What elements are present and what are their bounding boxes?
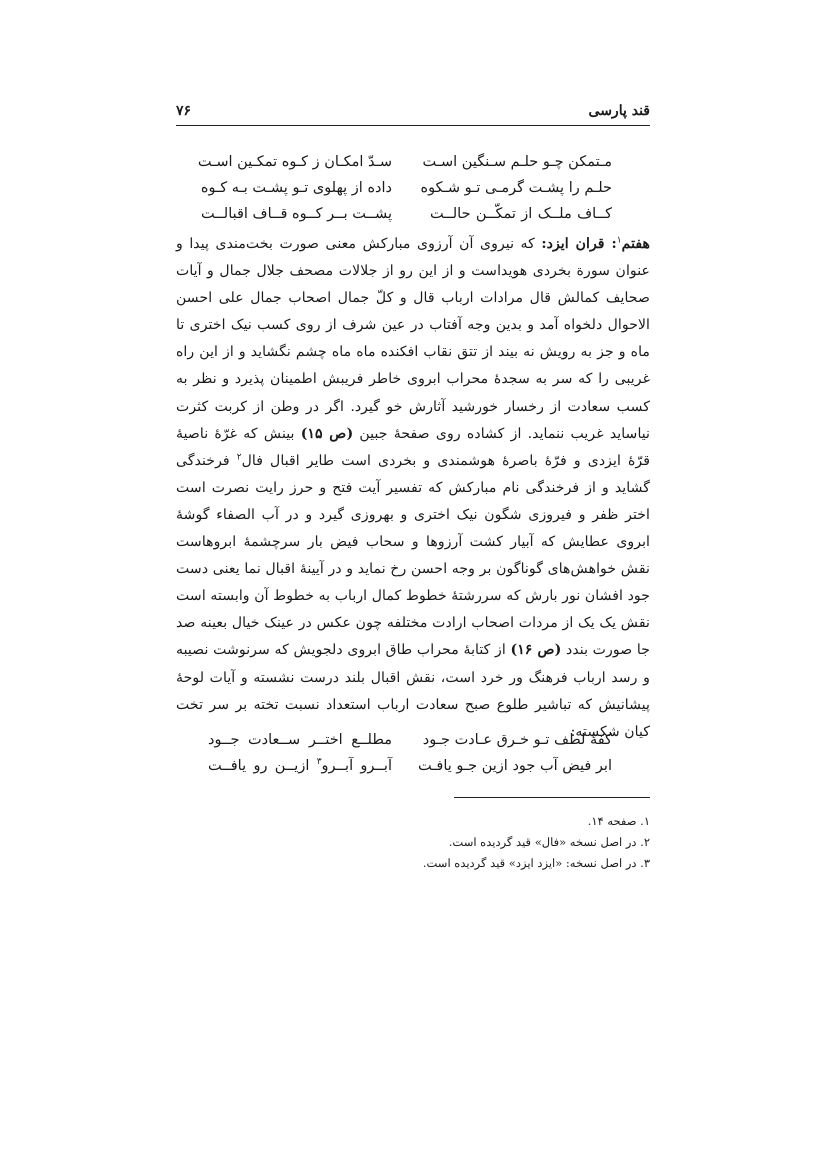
- verse-line: [176, 727, 650, 753]
- hemistich-first: کــاف ملــک از تمکّــن حالــت: [430, 206, 612, 222]
- footnote-mark-2: ۲: [236, 452, 242, 463]
- hemistich-second: پشــت بــر کــوه قــاف اقبالــت: [201, 206, 392, 222]
- footnote-rule: [454, 797, 650, 798]
- verse-line: [176, 753, 650, 779]
- hemistich-second: [208, 753, 392, 779]
- page-number: ۷۶: [176, 103, 192, 119]
- paragraph-text-2: بینش که غرّۀ ناصیۀ قرّۀ ایزدی و فرّۀ باصرۀ هوشمندی و بخردی است طایر اقبال فال: [176, 425, 650, 469]
- paragraph-seventh: [176, 231, 650, 746]
- hemistich-second-end: ازیــن رو یافــت: [208, 758, 317, 774]
- footnote-mark-1: ۱: [616, 235, 622, 246]
- paragraph-text-3: فرخندگی گشاید و از فرخندگی نام مبارکش که تفسیر آیت فتح و حرز رایت نصرت است اختر ظفر و فیروزی شگون نیک اختری و بهروزی گیرد و در آب الصفاء گوشۀ ابروی عطایش که آبیار کشت آرزوها و سحاب فیض بار سرچشمۀ ابروهاست نقش خواهش‌های گوناگون بر وجه احسن رخ نماید و در آیینۀ اقبال نما یعنی دست جود افشان نور بارش که سررشتۀ خطوط کمال ارباب به خطوط آن وابسته است نقش یک یک از مردات اصحاب ارادت مختلفه چون عکس در عینک خیال بعینه صد جا صورت بندد: [176, 452, 651, 659]
- page-reference-16: (ص ۱۶): [510, 642, 562, 659]
- verse-line: [176, 201, 650, 227]
- section-heading: هفتم: [621, 236, 651, 252]
- body-text: [176, 231, 650, 746]
- hemistich-first: ابر فیض آب جود ازین جـو یافـت: [417, 758, 612, 774]
- verse-block-top: [176, 149, 650, 227]
- book-title: قند پارسی: [588, 103, 650, 119]
- header-rule: [176, 125, 650, 126]
- hemistich-second: مطلــع اختــر ســعادت جــود: [208, 732, 392, 748]
- verse-line: [176, 149, 650, 175]
- page-reference-15: (ص ۱۵): [300, 425, 354, 442]
- paragraph-text-1: که نیروی آن آرزوی مبارکش معنی صورت بخت‌مندی پیدا و عنوان سورة بخردی هویداست و از این رو از جلالات مصحف جلال جمال و آیات صحایف کمالش قال مرادات ارباب قال و کلّ جمال اصحاب جمال علی احسن الاحوال دلخواه آمد و بدین وجه آفتاب در عین شرف از روی کسب نیک اختری تا ماه و جز به رویش نه بیند از تتق نقاب افکنده ماه ماه چشم نگشاید و از این راه غریبی را که سر به سجدۀ محراب ابروی خاطر فریبش اطمینان پذیرد و نظر به کسب سعادت از رخسار خورشید آثارش خو گیرد. اگر در وطن از کربت کثرت نیاساید غریب ننماید. از کشاده روی صفحۀ جبین: [176, 236, 650, 442]
- hemistich-second: داده از پهلوی تـو پشـت بـه کـوه: [200, 180, 392, 196]
- hemistich-first: مـتمکن چـو حلـم سـنگین اسـت: [422, 154, 612, 170]
- running-head: [176, 103, 650, 125]
- hemistich-second: سـدّ امکـان ز کـوه تمکـین اسـت: [197, 154, 392, 170]
- verse-block-bottom: [176, 727, 650, 779]
- footnote-1: ۱. صفحه ۱۴.: [587, 814, 650, 828]
- section-topic: قران ایزد:: [541, 236, 605, 252]
- footnote-3: ۳. در اصل نسخه: «ایزد ایزد» قید گردیده است.: [422, 856, 650, 870]
- footnotes: [176, 811, 650, 874]
- footnote-2: ۲. در اصل نسخه «فال» قید گردیده است.: [448, 835, 650, 849]
- hemistich-first: کفۀ لطف تـو خـرق عـادت جـود: [422, 732, 612, 748]
- hemistich-second-start: آبــرو آبــرو: [321, 758, 392, 774]
- paragraph-text-4: از کتابۀ محراب طاق ابروی دلجویش که سرنوشت نصیبه و رسد ارباب فرهنگ ور خرد است، نقش اقبال بلند درست نشسته و آیات لوحۀ پیشانیش که تباشیر طلوع صبح سعادت ارباب استعداد نسبت تخته بر سر تخت کیان شکسته:: [176, 642, 650, 740]
- hemistich-first: حلـم را پشـت گرمـی تـو شـکوه: [420, 180, 612, 196]
- heading-colon: :: [604, 236, 617, 252]
- footnote-mark-3: ۳: [316, 757, 322, 768]
- verse-line: [176, 175, 650, 201]
